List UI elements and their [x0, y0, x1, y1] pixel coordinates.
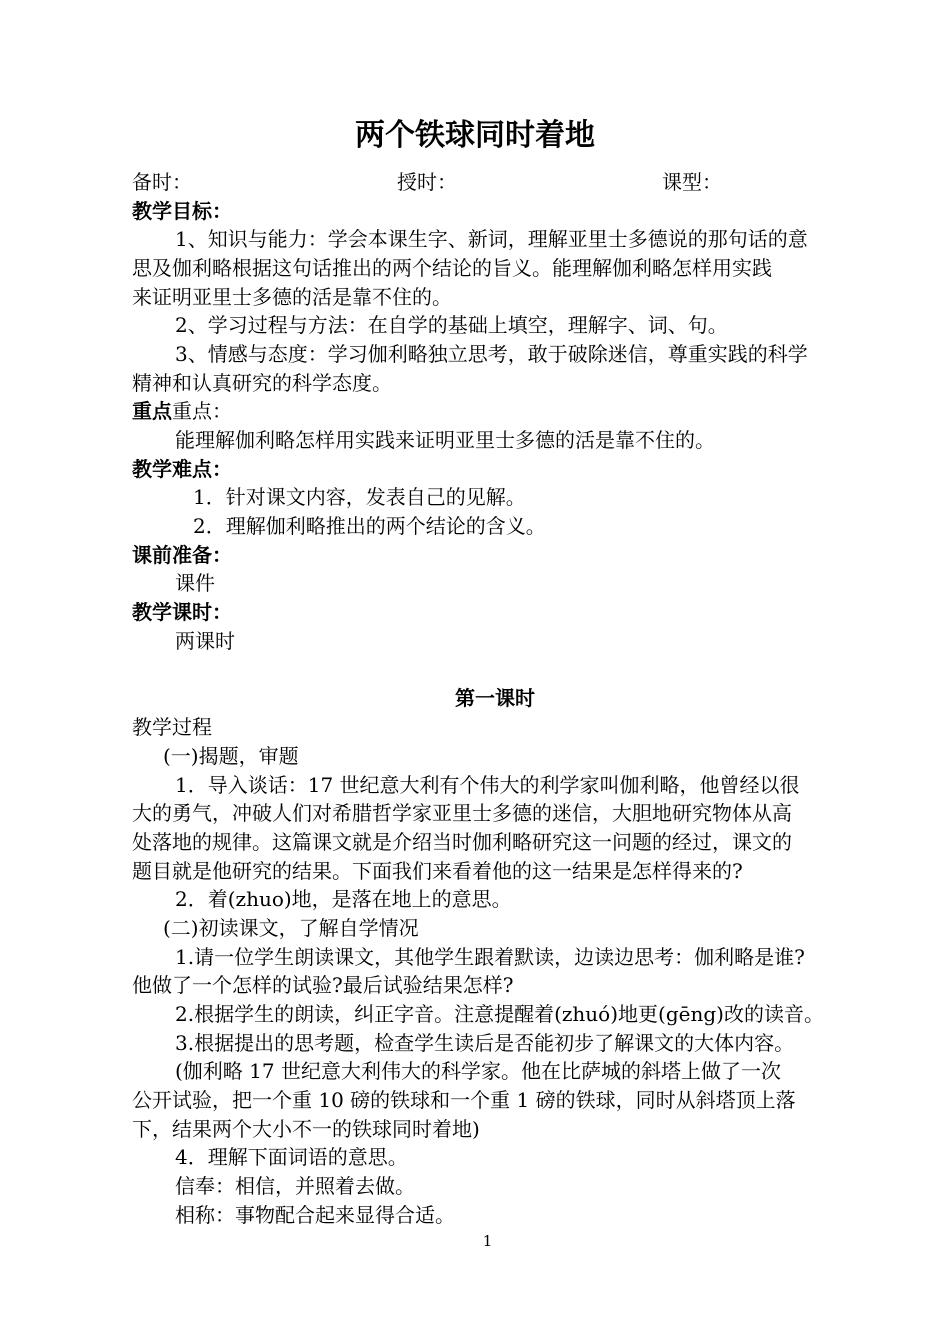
prep-heading: 课前准备： — [132, 543, 232, 567]
document-title: 两个铁球同时着地 — [355, 118, 595, 153]
meta-teach: 授时： — [397, 170, 457, 194]
key-heading-rest: 重点： — [172, 399, 232, 423]
paragraph-line: 1.请一位学生朗读课文，其他学生跟着默读，边读边思考：伽利略是谁? — [175, 945, 805, 969]
difficulty-line: 2．理解伽利略推出的两个结论的含义。 — [193, 514, 546, 538]
goals-line: 2、学习过程与方法：在自学的基础上填空，理解字、词、句。 — [175, 313, 728, 337]
goals-line: 精神和认真研究的科学态度。 — [132, 371, 392, 395]
paragraph-line: 题目就是他研究的结果。下面我们来看着他的这一结果是怎样得来的? — [132, 859, 743, 883]
paragraph-line: 大的勇气，冲破人们对希腊哲学家亚里士多德的迷信，大胆地研究物体从高 — [132, 801, 792, 825]
meta-prep: 备时： — [132, 170, 192, 194]
process-heading: 教学过程 — [132, 715, 212, 739]
paragraph-line: 处落地的规律。这篇课文就是介绍当时伽利略研究这一问题的经过，课文的 — [132, 830, 792, 854]
paragraph-line: 公开试验，把一个重 10 磅的铁球和一个重 1 磅的铁球，同时从斜塔顶上落 — [132, 1088, 796, 1112]
paragraph-line: 相称：事物配合起来显得合适。 — [175, 1203, 455, 1227]
goals-line: 1、知识与能力：学会本课生字、新词，理解亚里士多德说的那句话的意 — [175, 227, 808, 251]
paragraph-line: (伽利略 17 世纪意大利伟大的科学家。他在比萨城的斜塔上做了一次 — [175, 1059, 781, 1083]
goals-heading: 教学目标： — [132, 199, 232, 223]
section-heading: (二)初读课文，了解自学情况 — [163, 916, 419, 940]
goals-line: 3、情感与态度：学习伽利略独立思考，敢于破除迷信，尊重实践的科学 — [175, 342, 808, 366]
hours-line: 两课时 — [175, 629, 235, 653]
section-heading: (一)揭题，审题 — [163, 744, 299, 768]
meta-type: 课型： — [662, 170, 722, 194]
prep-line: 课件 — [175, 571, 215, 595]
goals-line: 来证明亚里士多德的活是靠不住的。 — [132, 285, 452, 309]
goals-line: 思及伽利略根据这句话推出的两个结论的旨义。能理解伽利略怎样用实践 — [132, 256, 772, 280]
lesson-heading: 第一课时 — [455, 686, 535, 710]
paragraph-line: 1．导入谈话：17 世纪意大利有个伟大的利学家叫伽利略，他曾经以很 — [175, 773, 800, 797]
key-heading-bold: 重点 — [132, 399, 172, 423]
hours-heading: 教学课时： — [132, 600, 232, 624]
paragraph-line: 4．理解下面词语的意思。 — [175, 1145, 408, 1169]
paragraph-line: 2．着(zhuo)地，是落在地上的意思。 — [175, 887, 512, 911]
key-line: 能理解伽利略怎样用实践来证明亚里士多德的活是靠不住的。 — [175, 428, 715, 452]
paragraph-line: 信奉：相信，并照着去做。 — [175, 1174, 415, 1198]
paragraph-line: 2.根据学生的朗读，纠正字音。注意提醒着(zhuó)地更(gēng)改的读音。 — [175, 1002, 824, 1026]
difficulty-heading: 教学难点： — [132, 457, 232, 481]
difficulty-line: 1．针对课文内容，发表自己的见解。 — [193, 485, 526, 509]
paragraph-line: 下，结果两个大小不一的铁球同时着地) — [132, 1117, 480, 1141]
key-heading — [132, 397, 232, 425]
paragraph-line: 他做了一个怎样的试验?最后试验结果怎样? — [132, 973, 514, 997]
page-number: 1 — [482, 1232, 493, 1250]
paragraph-line: 3.根据提出的思考题，检查学生读后是否能初步了解课文的大体内容。 — [175, 1031, 795, 1055]
